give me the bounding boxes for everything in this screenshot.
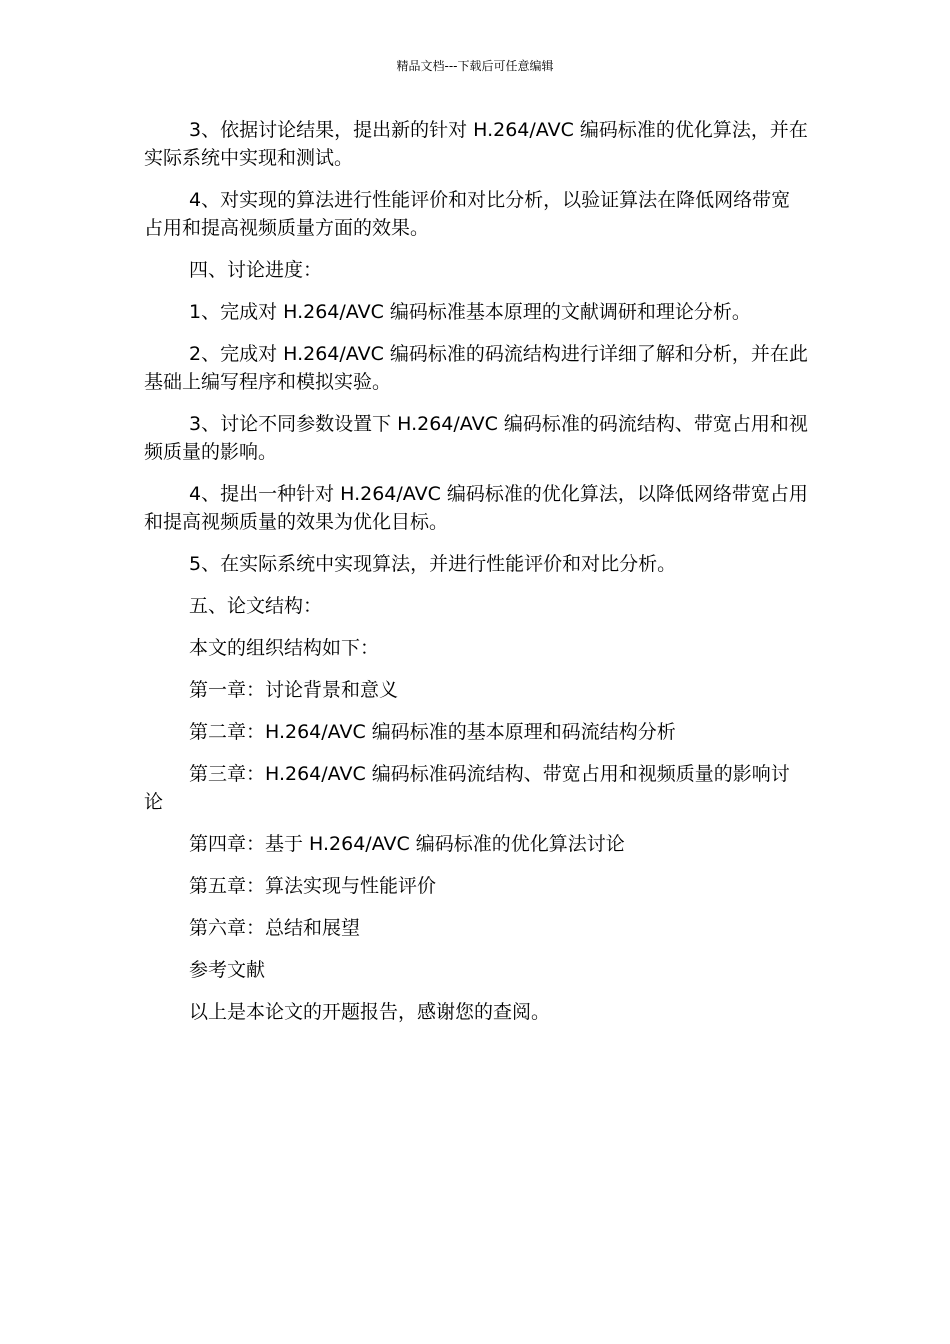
paragraph: 本文的组织结构如下： [189, 637, 380, 659]
document-body [144, 116, 808, 1040]
paragraph: 2、完成对 H.264/AVC 编码标准的码流结构进行详细了解和分析，并在此基础上编写程序和模拟实验。 [144, 343, 808, 393]
section-heading: 五、论文结构： [189, 595, 323, 617]
paragraph: 4、对实现的算法进行性能评价和对比分析，以验证算法在降低网络带宽占用和提高视频质量方面的效果。 [144, 189, 791, 239]
paragraph: 3、讨论不同参数设置下 H.264/AVC 编码标准的码流结构、带宽占用和视频质量的影响。 [144, 413, 808, 463]
chapter-item: 第二章：H.264/AVC 编码标准的基本原理和码流结构分析 [189, 721, 676, 743]
chapter-item: 第一章：讨论背景和意义 [189, 679, 399, 701]
chapter-item: 第四章：基于 H.264/AVC 编码标准的优化算法讨论 [189, 833, 625, 855]
chapter-item: 参考文献 [189, 959, 266, 981]
chapter-item: 第三章：H.264/AVC 编码标准码流结构、带宽占用和视频质量的影响讨论 [144, 763, 790, 813]
chapter-item: 第六章：总结和展望 [189, 917, 361, 939]
page-header: 精品文档---下载后可任意编辑 [396, 59, 554, 73]
section-heading: 四、讨论进度： [189, 259, 323, 281]
chapter-item: 第五章：算法实现与性能评价 [189, 875, 437, 897]
closing-paragraph: 以上是本论文的开题报告，感谢您的查阅。 [189, 1001, 551, 1023]
paragraph: 1、完成对 H.264/AVC 编码标准基本原理的文献调研和理论分析。 [189, 301, 751, 323]
paragraph: 3、依据讨论结果，提出新的针对 H.264/AVC 编码标准的优化算法，并在实际系统中实现和测试。 [144, 119, 808, 169]
paragraph: 4、提出一种针对 H.264/AVC 编码标准的优化算法，以降低网络带宽占用和提高视频质量的效果为优化目标。 [144, 483, 808, 533]
paragraph: 5、在实际系统中实现算法，并进行性能评价和对比分析。 [189, 553, 677, 575]
